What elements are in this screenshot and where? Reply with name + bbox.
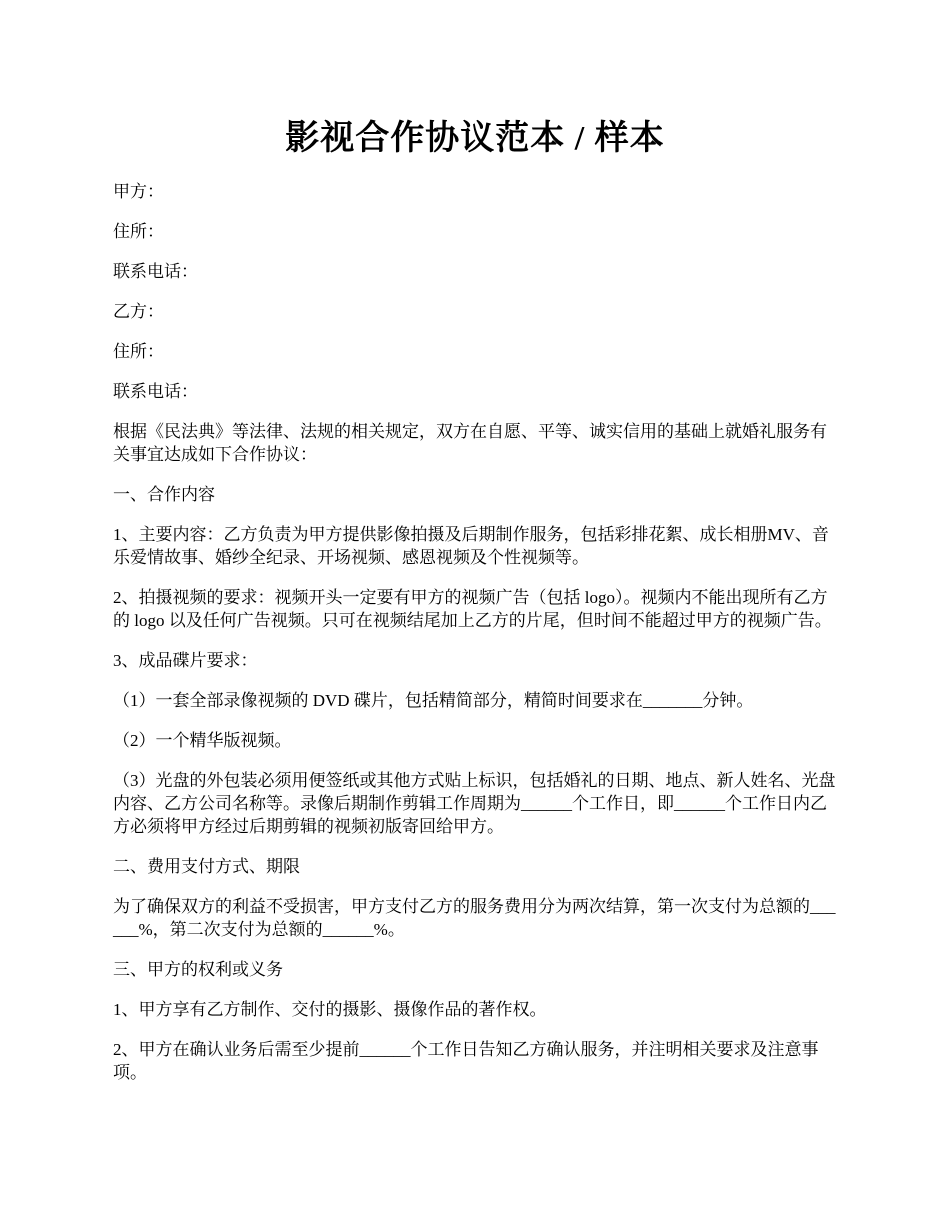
preamble-paragraph: 根据《民法典》等法律、法规的相关规定，双方在自愿、平等、诚实信用的基础上就婚礼服务有关事宜达成如下合作协议： [113,422,827,464]
party-a-address-label: 住所： [113,222,164,241]
party-a-label: 甲方： [113,182,164,201]
clause-disc-requirements: 3、成品碟片要求： [113,651,258,670]
document-title: 影视合作协议范本 / 样本 [285,120,665,157]
document-body [113,180,840,1101]
sub-clause-packaging: （3）光盘的外包装必须用便签纸或其他方式贴上标识，包括婚礼的日期、地点、新人姓名、光盘内容、乙方公司名称等。录像后期制作剪辑工作周期为______个工作日，即______个工作日内乙方必须将甲方经过后期剪辑的视频初版寄回给甲方。 [113,771,836,836]
clause-video-requirements: 2、拍摄视频的要求：视频开头一定要有甲方的视频广告（包括 logo）。视频内不能出现所有乙方的 logo 以及任何广告视频。只可在视频结尾加上乙方的片尾，但时间不能超过甲方的视频广告。 [113,588,832,630]
section-heading-cooperation: 一、合作内容 [113,485,215,504]
section-heading-party-a-rights: 三、甲方的权利或义务 [113,960,283,979]
party-b-address-label: 住所： [113,342,164,361]
section-heading-payment: 二、费用支付方式、期限 [113,857,300,876]
clause-copyright: 1、甲方享有乙方制作、交付的摄影、摄像作品的著作权。 [113,1000,547,1019]
clause-advance-notice: 2、甲方在确认业务后需至少提前______个工作日告知乙方确认服务，并注明相关要求及注意事项。 [113,1040,819,1082]
party-b-label: 乙方： [113,302,164,321]
clause-main-content: 1、主要内容：乙方负责为甲方提供影像拍摄及后期制作服务，包括彩排花絮、成长相册MV、音乐爱情故事、婚纱全纪录、开场视频、感恩视频及个性视频等。 [113,525,829,567]
sub-clause-highlight: （2）一个精华版视频。 [113,731,292,750]
sub-clause-dvd: （1）一套全部录像视频的 DVD 碟片，包括精简部分，精简时间要求在_______分钟。 [113,691,754,710]
party-a-phone-label: 联系电话： [113,262,198,281]
party-b-phone-label: 联系电话： [113,382,198,401]
clause-payment: 为了确保双方的利益不受损害，甲方支付乙方的服务费用分为两次结算，第一次支付为总额的______%，第二次支付为总额的______%。 [113,897,836,939]
